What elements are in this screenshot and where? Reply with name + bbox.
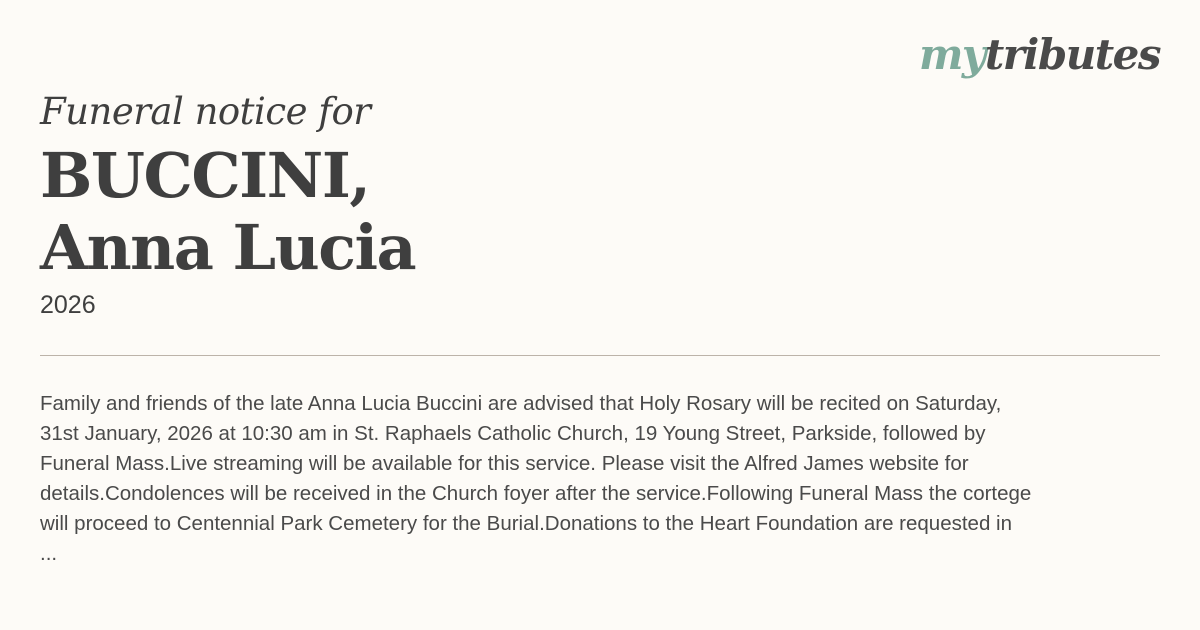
deceased-name [40,140,415,284]
deceased-given-names: Anna Lucia [40,211,416,284]
notice-body-line: will proceed to Centennial Park Cemetery for the Burial.Donations to the Heart Foundation are requested in [40,512,1013,535]
logo-tributes: tributes [984,30,1160,79]
notice-body-line: Funeral Mass.Live streaming will be available for this service. Please visit the Alfred James website for [40,452,969,475]
notice-subtitle: Funeral notice for [40,90,371,133]
notice-body-ellipsis: ... [40,542,58,565]
logo-my: my [918,30,985,79]
mytributes-logo[interactable] [918,30,1160,79]
notice-body-line: details.Condolences will be received in the Church foyer after the service.Following Funeral Mass the cortege [40,482,1032,505]
deceased-surname: BUCCINI, [40,139,370,212]
notice-body-line: 31st January, 2026 at 10:30 am in St. Raphaels Catholic Church, 19 Young Street, Parkside, followed by [40,422,986,445]
notice-year: 2026 [40,291,96,319]
divider [40,355,1160,356]
notice-body [40,389,1130,569]
notice-body-line: Family and friends of the late Anna Lucia Buccini are advised that Holy Rosary will be recited on Saturday, [40,392,1002,415]
